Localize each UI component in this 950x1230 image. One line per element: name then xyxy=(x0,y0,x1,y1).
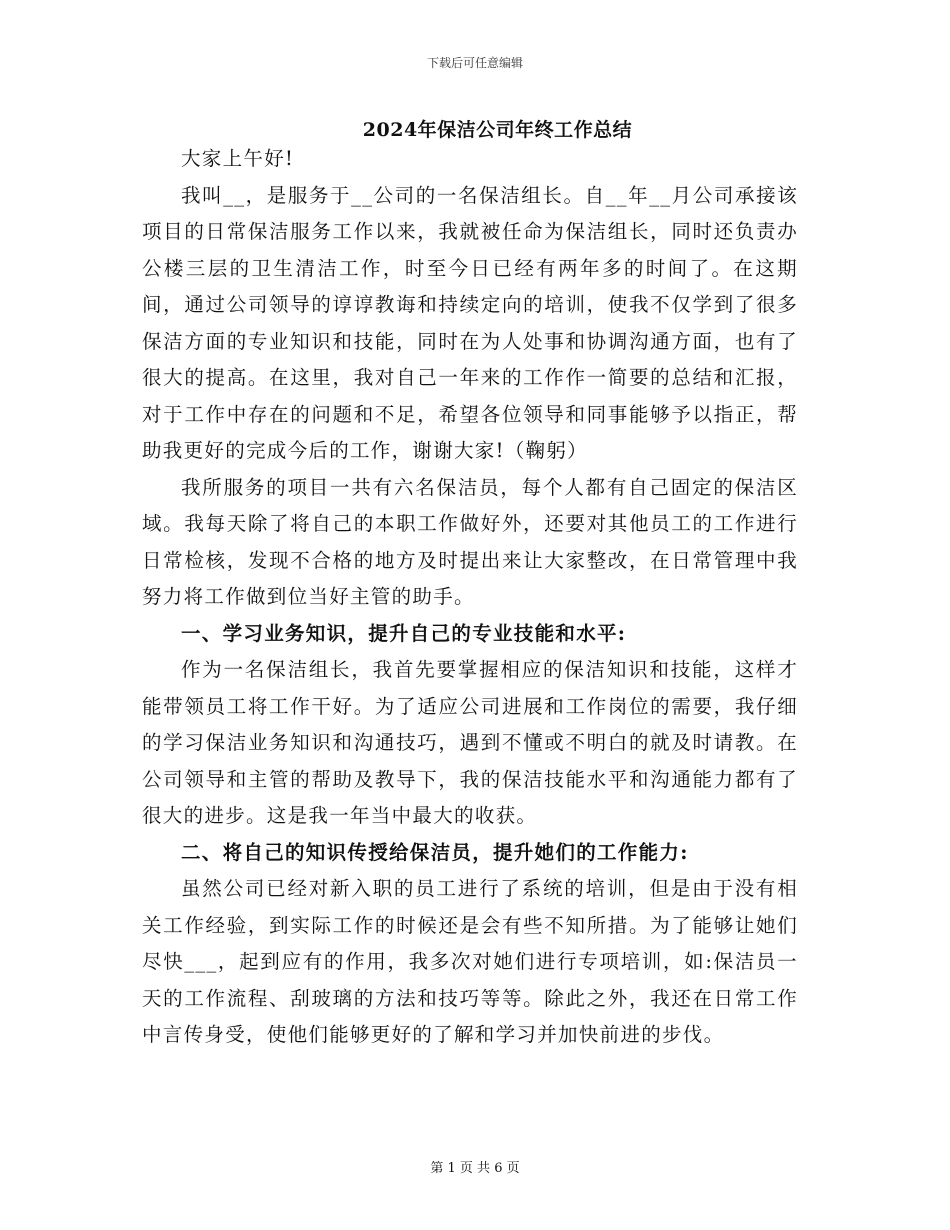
greeting-paragraph: 大家上午好! xyxy=(181,147,295,170)
section-heading-2: 二、将自己的知识传授给保洁员，提升她们的工作能力: xyxy=(181,840,689,864)
header-note: 下载后可任意编辑 xyxy=(426,56,523,70)
team-paragraph: 我所服务的项目一共有六名保洁员，每个人都有自己固定的保洁区域。我每天除了将自己的本职工作做好外，还要对其他员工的工作进行日常检核，发现不合格的地方及时提出来让大家整改，在日常管理中我努力将工作做到位当好主管的助手。 xyxy=(142,475,798,608)
document-body xyxy=(142,141,798,1054)
page-number-footer: 第 1 页 共 6 页 xyxy=(430,1161,520,1176)
section-1-paragraph: 作为一名保洁组长，我首先要掌握相应的保洁知识和技能，这样才能带领员工将工作干好。为了适应公司进展和工作岗位的需要，我仔细的学习保洁业务知识和沟通技巧，遇到不懂或不明白的就及时请教。在公司领导和主管的帮助及教导下，我的保洁技能水平和沟通能力都有了很大的进步。这是我一年当中最大的收获。 xyxy=(142,658,798,827)
intro-paragraph: 我叫__，是服务于__公司的一名保洁组长。自__年__月公司承接该项目的日常保洁服务工作以来，我就被任命为保洁组长，同时还负责办公楼三层的卫生清洁工作，时至今日已经有两年多的时间了。在这期间，通过公司领导的谆谆教诲和持续定向的培训，使我不仅学到了很多保洁方面的专业知识和技能，同时在为人处事和协调沟通方面，也有了很大的提高。在这里，我对自己一年来的工作作一简要的总结和汇报，对于工作中存在的问题和不足，希望各位领导和同事能够予以指正，帮助我更好的完成今后的工作，谢谢大家!（鞠躬） xyxy=(142,183,798,462)
document-title: 2024年保洁公司年终工作总结 xyxy=(362,119,633,141)
section-2-paragraph: 虽然公司已经对新入职的员工进行了系统的培训，但是由于没有相关工作经验，到实际工作的时候还是会有些不知所措。为了能够让她们尽快___，起到应有的作用，我多次对她们进行专项培训，如:保洁员一天的工作流程、刮玻璃的方法和技巧等等。除此之外，我还在日常工作中言传身受，使他们能够更好的了解和学习并加快前进的步伐。 xyxy=(142,877,798,1046)
section-heading-1: 一、学习业务知识，提升自己的专业技能和水平: xyxy=(181,621,627,645)
